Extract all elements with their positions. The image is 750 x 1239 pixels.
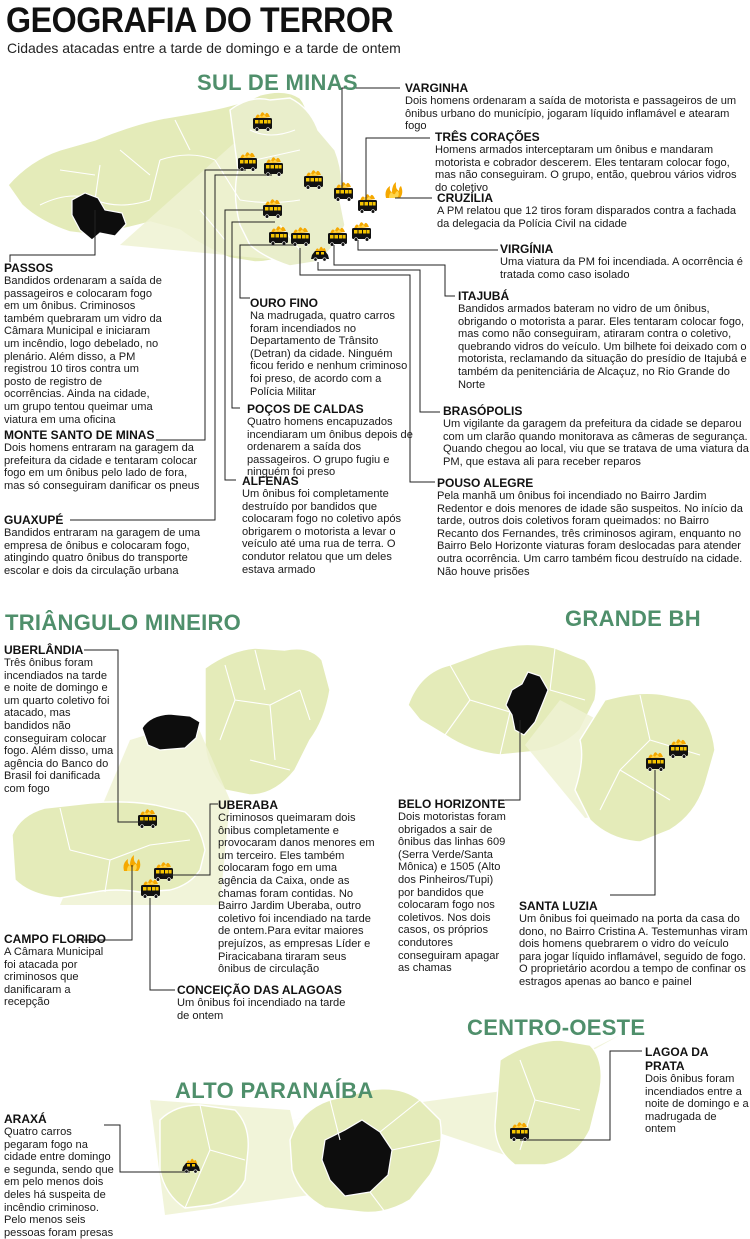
city-name: VARGINHA — [405, 81, 469, 95]
city-desc: Dois ônibus foram incendiados entre a noite de domingo e a madrugada de ontem — [645, 1073, 749, 1136]
city-desc: Bandidos entraram na garagem de uma empresa de ônibus e colocaram fogo, atingindo quatro ônibus do transporte escolar e dois da circulação urbana — [4, 527, 201, 577]
city-name: BELO HORIZONTE — [398, 797, 506, 811]
city-name: VIRGÍNIA — [500, 242, 554, 256]
city-entry-virginia — [500, 242, 750, 281]
city-entry-ouro-fino — [250, 296, 410, 398]
city-entry-alfenas — [242, 474, 402, 576]
city-entry-belo-horizonte — [398, 797, 508, 975]
city-name: POÇOS DE CALDAS — [247, 402, 364, 416]
city-desc: Dois motoristas foram obrigados a sair de ônibus das linhas 609 (Serra Verde/Santa Mônica) e 1505 (Alto dos Pinheiros/Tupi) por bandidos que colocaram fogo nos coletivos. Nos dois casos, os próprios condutores conseguiram apagar as chamas — [398, 811, 506, 975]
city-desc: Um ônibus foi incendiado na tarde de ontem — [177, 997, 346, 1022]
map-centro-oeste — [150, 1035, 620, 1215]
city-desc: Dois homens entraram na garagem da prefeitura da cidade e tentaram colocar fogo em um ônibus pelo lado de fora, mas só conseguiram danificar os pneus — [4, 442, 200, 492]
city-desc: Três ônibus foram incendiados na tarde e noite de domingo e um quarto coletivo foi atacado, mas bandidos não conseguiram colocar fogo. Além disso, uma agência do Banco do Brasil foi danificada com fogo — [4, 657, 114, 795]
city-desc: Uma viatura da PM foi incendiada. A ocorrência é tratada como caso isolado — [500, 256, 743, 281]
city-entry-santa-luzia — [519, 899, 750, 989]
city-entry-lagoa-da-prata — [645, 1045, 750, 1136]
city-name: OURO FINO — [250, 296, 318, 310]
city-entry-uberaba — [218, 798, 378, 976]
region-title-alto-paranaiba: ALTO PARANAÍBA — [175, 1078, 374, 1103]
city-desc: Um vigilante da garagem da prefeitura da cidade se deparou com um clarão quando monitorava as câmeras de segurança. Quando chegou ao local, viu que se tratava de uma viatura da PM, que estava ali para receber reparos — [443, 418, 749, 468]
city-name: ALFENAS — [242, 474, 299, 488]
page-title: GEOGRAFIA DO TERROR — [6, 1, 394, 40]
city-entry-brasopolis — [443, 404, 750, 468]
region-title-centro-oeste: CENTRO-OESTE — [467, 1015, 646, 1040]
city-desc: Um ônibus foi queimado na porta da casa do dono, no Bairro Cristina A. Testemunhas viram dois homens quebrarem o vidro do veículo para jogar líquido inflamável, seguido de fogo. O proprietário acordou a tempo de confinar os estragos apenas ao banco e painel — [519, 913, 748, 988]
city-entry-passos — [4, 261, 164, 426]
city-name: CAMPO FLORIDO — [4, 932, 106, 946]
city-name: CONCEIÇÃO DAS ALAGOAS — [177, 983, 342, 997]
city-entry-araxa — [4, 1112, 116, 1239]
city-entry-conceicao-das-alagoas — [177, 983, 347, 1022]
city-entry-pouso-alegre — [437, 476, 750, 578]
city-name: POUSO ALEGRE — [437, 476, 534, 490]
city-entry-cruzilia — [437, 191, 750, 230]
city-name: MONTE SANTO DE MINAS — [4, 428, 155, 442]
city-name: ARAXÁ — [4, 1112, 47, 1126]
city-entry-uberlandia — [4, 643, 116, 796]
city-entry-campo-florido — [4, 932, 116, 1009]
city-desc: Na madrugada, quatro carros foram incendiados no Departamento de Trânsito (Detran) da cidade. Ninguém ficou ferido e nenhum criminoso foi preso, de acordo com a Polícia Militar — [250, 310, 408, 398]
city-name: BRASÓPOLIS — [443, 404, 523, 418]
city-entry-monte-santo-de-minas — [4, 428, 204, 492]
region-title-triangulo: TRIÂNGULO MINEIRO — [5, 610, 242, 635]
city-desc: Um ônibus foi completamente destruído por bandidos que colocaram fogo no coletivo após obrigarem o motorista a levar o veículo até uma rua de terra. O condutor relatou que um deles estava armado — [242, 488, 402, 576]
city-desc: Quatro homens encapuzados incendiaram um ônibus depois de ordenarem a saída dos passageiros. O grupo fugiu e ninguém foi preso — [247, 416, 413, 479]
city-name: ITAJUBÁ — [458, 289, 510, 303]
city-desc: A Câmara Municipal foi atacada por criminosos que danificaram a recepção — [4, 946, 104, 1009]
page-subtitle: Cidades atacadas entre a tarde de domingo e a tarde de ontem — [7, 40, 401, 56]
city-desc: Homens armados interceptaram um ônibus e mandaram motorista e cobrador descerem. Eles tentaram colocar fogo, mas não conseguiram. O grupo, então, quebrou vários vidros do coletivo — [435, 144, 737, 194]
city-name: LAGOA DA PRATA — [645, 1045, 709, 1073]
city-desc: Pela manhã um ônibus foi incendiado no Bairro Jardim Redentor e dois menores de idade são suspeitos. No início da tarde, outros dois coletivos foram queimados: no Bairro Recanto dos Fernandes, três criminosos agiram, enquanto no Bairro Belo Horizonte viaturas foram deslocadas para atender outra ocorrência. Um carro também ficou destruído na cidade. Não houve prisões — [437, 490, 743, 578]
city-entry-tres-coracoes — [435, 130, 750, 194]
city-name: SANTA LUZIA — [519, 899, 598, 913]
city-name: GUAXUPÉ — [4, 513, 64, 527]
city-desc: A PM relatou que 12 tiros foram disparados contra a fachada da delegacia da Polícia Civil na cidade — [437, 205, 737, 230]
city-name: PASSOS — [4, 261, 54, 275]
city-entry-itajuba — [458, 289, 750, 391]
city-desc: Quatro carros pegaram fogo na cidade entre domingo e segunda, sendo que em pelo menos dois deles há suspeita de incêndio criminoso. Pelo menos seis pessoas foram presas — [4, 1126, 114, 1239]
region-title-grande-bh: GRANDE BH — [565, 606, 701, 631]
region-title-sul-de-minas: SUL DE MINAS — [197, 70, 358, 95]
city-desc: Bandidos ordenaram a saída de passageiros e colocaram fogo em um ônibus. Criminosos também quebraram um vidro da Câmara Municipal e iniciaram um incêndio, logo debelado, no plenário. Além disso, a PM registrou 10 tiros contra um posto de registro de ocorrências. Ainda na cidade, um grupo tentou queimar uma viatura em uma oficina — [4, 275, 162, 426]
city-name: CRUZÍLIA — [437, 191, 493, 205]
city-entry-varginha — [405, 81, 750, 133]
city-desc: Dois homens ordenaram a saída de motorista e passageiros de um ônibus urbano do município, jogaram líquido inflamável e atearam fogo — [405, 95, 737, 133]
city-name: UBERABA — [218, 798, 278, 812]
city-name: UBERLÂNDIA — [4, 643, 84, 657]
city-desc: Bandidos armados bateram no vidro de um ônibus, obrigando o motorista a parar. Eles tentaram colocar fogo, mas como não conseguiram, atiraram contra o coletivo, quebrando vidros do veículo. Um bilhete foi deixado com o motorista, reclamando da situação do presídio de Itajubá e também da penitenciária de Alcaçuz, no Rio Grande do Norte — [458, 303, 747, 391]
city-desc: Criminosos queimaram dois ônibus completamente e provocaram danos menores em um terceiro. Eles também colocaram fogo em uma agência da Caixa, onde as chamas foram contidas. No Bairro Jardim Uberaba, outro coletivo foi incendiado na tarde de ontem.Para evitar maiores prejuízos, as empresas Líder e Piracicabana tiraram seus ônibus de circulação — [218, 812, 375, 976]
city-name: TRÊS CORAÇÕES — [435, 130, 540, 144]
city-entry-pocos-de-caldas — [247, 402, 422, 479]
city-entry-guaxupe — [4, 513, 209, 577]
